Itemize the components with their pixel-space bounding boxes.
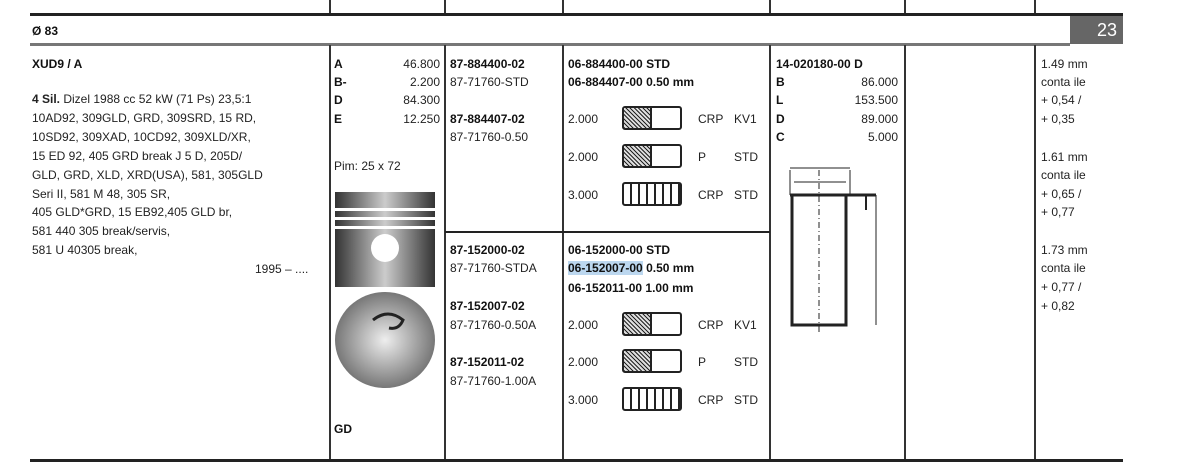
engine-spec [32, 92, 251, 106]
dim-label: A [334, 57, 343, 71]
note-text: conta ile [1041, 75, 1086, 89]
taper-ring-icon [622, 144, 682, 168]
column-divider [562, 0, 564, 14]
ring-set-code: 06-884407-00 0.50 mm [568, 75, 695, 89]
column-divider [904, 45, 906, 460]
gasket-thickness: 1.49 mm [1041, 57, 1088, 71]
piston-image [333, 190, 438, 400]
ring-type: CRP [698, 188, 724, 202]
production-years: 1995 – .... [255, 262, 309, 276]
ring-width: 2.000 [568, 318, 599, 332]
ring-type: P [698, 150, 707, 164]
note-text: + 0,77 [1041, 205, 1075, 219]
model-line: 581 U 40305 break, [32, 243, 138, 257]
oil-ring-icon [622, 182, 682, 206]
piston-part-number: 87-152007-02 [450, 299, 525, 313]
page-number-badge: 23 [1070, 16, 1123, 44]
dim-value: 153.500 [854, 93, 898, 107]
model-line: 15 ED 92, 405 GRD break J 5 D, 205D/ [32, 149, 243, 163]
dim-value: 86.000 [861, 75, 898, 89]
dim-label: B- [334, 75, 347, 89]
note-text: + 0,65 / [1041, 187, 1082, 201]
piston-part-number: 87-152011-02 [450, 355, 525, 369]
ring-spec: STD [734, 355, 758, 369]
note-text: conta ile [1041, 261, 1086, 275]
note-text: + 0,35 [1041, 112, 1075, 126]
ring-width: 2.000 [568, 355, 599, 369]
gasket-thickness: 1.61 mm [1041, 150, 1088, 164]
taper-ring-icon [622, 349, 682, 373]
dim-value: 2.200 [409, 75, 440, 89]
ring-set-code[interactable] [568, 261, 694, 275]
ring-set-code: 06-152011-00 1.00 mm [568, 281, 694, 295]
oversize: 0.50 mm [646, 261, 695, 275]
piston-ref: 87-71760-1.00A [450, 374, 537, 388]
ring-width: 3.000 [568, 188, 599, 202]
ring-width: 3.000 [568, 393, 599, 407]
ring-spec: KV1 [734, 112, 757, 126]
ring-spec: STD [734, 188, 758, 202]
top-rule [30, 13, 1123, 16]
ring-type: P [698, 355, 707, 369]
model-line: 10AD92, 309GLD, GRD, 309SRD, 15 RD, [32, 111, 257, 125]
model-line: 405 GLD*GRD, 15 EB92,405 GLD br, [32, 205, 233, 219]
dim-label: B [776, 75, 785, 89]
ring-width: 2.000 [568, 150, 599, 164]
dim-label: D [776, 112, 785, 126]
compression-ring-icon [622, 312, 682, 336]
bottom-rule [30, 459, 1123, 462]
dim-value: 12.250 [403, 112, 440, 126]
column-divider [562, 45, 564, 460]
note-text: + 0,54 / [1041, 93, 1082, 107]
column-divider [329, 45, 331, 460]
note-text: + 0,77 / [1041, 280, 1082, 294]
piston-ref: 87-71760-0.50 [450, 130, 529, 144]
piston-part-number: 87-884407-02 [450, 112, 525, 126]
selected-text[interactable]: 06-152007-00 [568, 261, 643, 275]
engine-spec-text: Dizel 1988 cc 52 kW (71 Ps) 23,5:1 [60, 92, 252, 106]
dim-label: D [334, 93, 343, 107]
gasket-thickness: 1.73 mm [1041, 243, 1088, 257]
dim-label: C [776, 130, 785, 144]
ring-type: CRP [698, 393, 724, 407]
dim-value: 46.800 [403, 57, 440, 71]
model-line: 581 440 305 break/servis, [32, 224, 171, 238]
ring-type: CRP [698, 112, 724, 126]
dim-value: 84.300 [403, 93, 440, 107]
engine-code: XUD9 / A [32, 57, 83, 71]
ring-spec: STD [734, 393, 758, 407]
set-divider [445, 231, 770, 233]
cylinder-count: 4 Sil. [32, 92, 61, 106]
piston-ref: 87-71760-0.50A [450, 318, 537, 332]
oil-ring-icon [622, 387, 682, 411]
section-title: Ø 83 [32, 24, 59, 38]
model-line: Seri II, 581 M 48, 305 SR, [32, 187, 171, 201]
note-text: + 0,82 [1041, 299, 1075, 313]
ring-width: 2.000 [568, 112, 599, 126]
dim-label: E [334, 112, 343, 126]
column-divider [444, 0, 446, 14]
model-line: 10SD92, 309XAD, 10CD92, 309XLD/XR, [32, 130, 251, 144]
cylinder-liner-diagram [780, 160, 890, 335]
column-divider [904, 0, 906, 14]
ring-spec: KV1 [734, 318, 757, 332]
column-divider [329, 0, 331, 14]
ring-set-code: 06-152000-00 STD [568, 243, 671, 257]
column-divider [444, 45, 446, 460]
liner-part-number: 14-020180-00 D [776, 57, 863, 71]
column-divider [769, 0, 771, 14]
ring-type: CRP [698, 318, 724, 332]
piston-type: GD [334, 422, 352, 436]
piston-part-number: 87-152000-02 [450, 243, 525, 257]
compression-ring-icon [622, 106, 682, 130]
note-text: conta ile [1041, 168, 1086, 182]
column-divider [1034, 45, 1036, 460]
ring-spec: STD [734, 150, 758, 164]
piston-ref: 87-71760-STDA [450, 261, 537, 275]
model-line: GLD, GRD, XLD, XRD(USA), 581, 305GLD [32, 168, 263, 182]
dim-label: L [776, 93, 784, 107]
dim-value: 5.000 [867, 130, 898, 144]
ring-set-code: 06-884400-00 STD [568, 57, 671, 71]
pin-size: Pim: 25 x 72 [334, 159, 401, 173]
piston-ref: 87-71760-STD [450, 75, 529, 89]
column-divider [769, 45, 771, 460]
column-divider [1034, 0, 1036, 14]
dim-value: 89.000 [861, 112, 898, 126]
header-rule [30, 43, 1070, 46]
piston-part-number: 87-884400-02 [450, 57, 525, 71]
